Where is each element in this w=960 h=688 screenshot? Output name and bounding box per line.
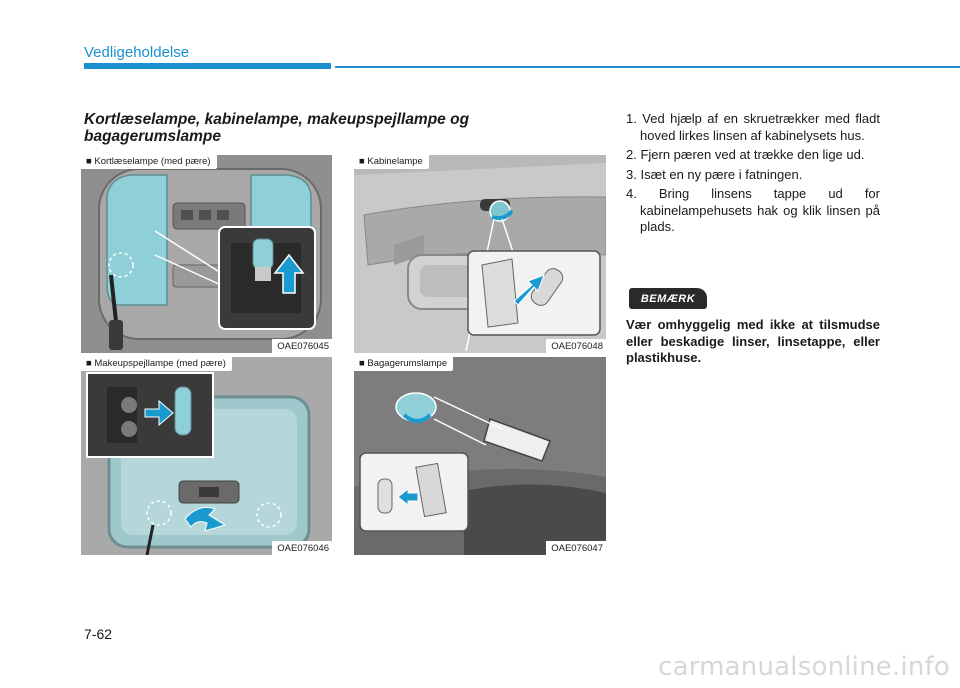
- figure-map-lamp: [81, 155, 332, 353]
- figure-caption: ■ Kortlæselampe (med pære): [81, 155, 217, 169]
- figure-caption: ■ Bagagerumslampe: [354, 357, 453, 371]
- figure-luggage-lamp: [354, 357, 606, 555]
- map-lamp-illustration: [81, 155, 332, 353]
- step-item: 1. Ved hjælp af en skruetrækker med fladt hoved lirkes linsen af kabinelysets hus.: [626, 111, 880, 143]
- step-item: 3. Isæt en ny pære i fatningen.: [626, 166, 803, 182]
- note-text: Vær omhyggelig med ikke at tilsmudse eller beskadige linser, linsetappe, eller plastikhuse.: [626, 317, 880, 365]
- figure-cabin-lamp: [354, 155, 606, 353]
- page-heading: Kortlæselampe, kabinelampe, makeupspejllampe og bagagerumslampe: [84, 111, 470, 145]
- page-number: 7-62: [84, 626, 113, 642]
- header-rule-thick: [84, 63, 331, 69]
- figure-caption: ■ Makeupspejllampe (med pære): [81, 357, 232, 371]
- watermark: carmanualsonline.info: [658, 652, 950, 682]
- figure-code: OAE076046: [272, 541, 332, 555]
- figure-code: OAE076045: [272, 339, 332, 353]
- cabin-lamp-illustration: [354, 155, 606, 353]
- section-title: Vedligeholdelse: [84, 44, 190, 61]
- step-item: 2. Fjern pæren ved at trække den lige ud.: [626, 147, 865, 162]
- luggage-lamp-illustration: [354, 357, 606, 555]
- figure-code: OAE076048: [546, 339, 606, 353]
- note-badge: BEMÆRK: [629, 288, 707, 309]
- figure-code: OAE076047: [546, 541, 606, 555]
- figure-vanity-lamp: [81, 357, 332, 555]
- instruction-steps: [626, 111, 880, 239]
- figure-caption: ■ Kabinelampe: [354, 155, 429, 169]
- step-item: 4. Bring linsens tappe ud for kabinelampehusets hak og klik linsen på plads.: [626, 186, 880, 234]
- header-rule-thin: [335, 66, 960, 68]
- vanity-lamp-illustration: [81, 357, 332, 555]
